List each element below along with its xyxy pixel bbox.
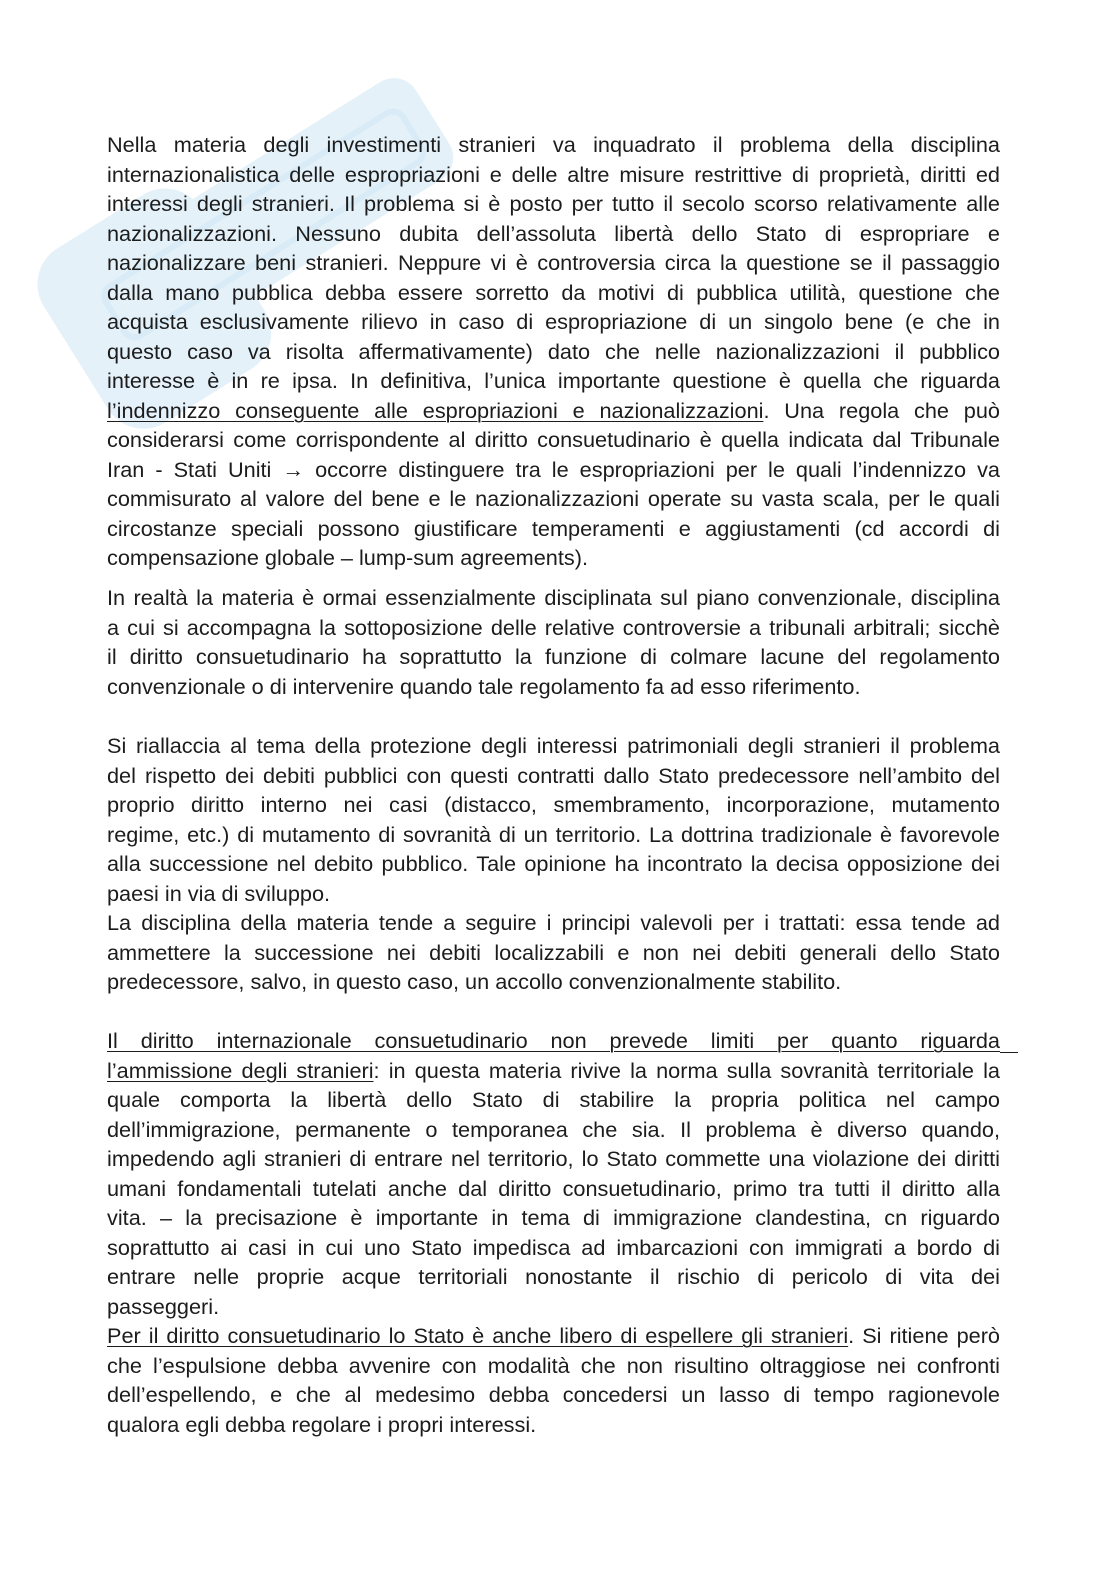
text-line: predecessore, salvo, in questo caso, un accollo convenzionalmente stabilito.: [107, 969, 842, 994]
text-line: commisurato al valore del bene e le nazionalizzazioni operate su vasta scala, per le quali: [107, 486, 1000, 511]
text-line: soprattutto ai casi in cui uno Stato impedisca ad imbarcazioni con immigrati a bordo di: [107, 1234, 1000, 1260]
text-segment: . Si ritiene però: [848, 1323, 1000, 1348]
text-line: che l’espulsione debba avvenire con modalità che non risultino oltraggiose nei confronti: [107, 1352, 1000, 1378]
text-line: vita. – la precisazione è importante in tema di immigrazione clandestina, cn riguardo: [107, 1205, 1000, 1230]
text-line: impedendo agli stranieri di entrare nel territorio, lo Stato commette una violazione dei diritti: [107, 1146, 1000, 1171]
text-line: dalla mano pubblica debba essere sorretto da motivi di pubblica utilità, questione che: [107, 279, 1000, 305]
text-line: dell’immigrazione, permanente o temporanea che sia. Il problema è diverso quando,: [107, 1116, 1000, 1142]
underlined-line: Il diritto internazionale consuetudinario non prevede limiti per quanto riguarda: [107, 1026, 1000, 1056]
text-line: interessi degli stranieri. Il problema si è posto per tutto il secolo scorso relativamente alle: [107, 191, 1000, 216]
text-line: proprio diritto interno nei casi (distacco, smembramento, incorporazione, mutamento: [107, 792, 1000, 817]
text-line: convenzionale o di intervenire quando tale regolamento fa ad esso riferimento.: [107, 673, 861, 699]
text-line: passeggeri.: [107, 1293, 220, 1319]
text-line: il diritto consuetudinario ha soprattutto la funzione di colmare lacune del regolamento: [107, 644, 1000, 669]
text-line: La disciplina della materia tende a seguire i principi valevoli per i trattati: essa tende ad: [107, 910, 1000, 935]
underlined-phrase: l’ammissione degli stranieri: [107, 1057, 374, 1083]
text-line: entrare nelle proprie acque territoriali nonostante il rischio di pericolo di vita dei: [107, 1264, 1000, 1289]
paragraph-foreign-investments: [107, 130, 1000, 573]
paragraph-debt-succession: [107, 908, 1000, 997]
text-line: Nella materia degli investimenti stranieri va inquadrato il problema della disciplina: [107, 132, 1000, 157]
paragraph-admission-of-foreigners: [107, 1026, 1000, 1321]
text-line: Si riallaccia al tema della protezione degli interessi patrimoniali degli stranieri il problema: [107, 733, 1000, 758]
text-segment: : in questa materia rivive la norma sulla sovranità territoriale la: [373, 1057, 1000, 1083]
text-line: [107, 396, 1000, 426]
text-line: internazionalistica delle espropriazioni e delle altre misure restrittive di proprietà, diritti ed: [107, 161, 1000, 187]
paragraph-public-debt: [107, 731, 1000, 908]
text-line: umani fondamentali tutelati anche dal diritto consuetudinario, primo tra tutti il diritto alla: [107, 1175, 1000, 1201]
text-line: paesi in via di sviluppo.: [107, 880, 331, 906]
text-line: questo caso va risolta affermativamente) dato che nelle nazionalizzazioni il pubblico: [107, 338, 1000, 364]
text-line: compensazione globale – lump-sum agreements).: [107, 545, 588, 570]
text-line: In realtà la materia è ormai essenzialmente disciplinata sul piano convenzionale, disciplina: [107, 585, 1000, 610]
text-line: alla successione nel debito pubblico. Tale opinione ha incontrato la decisa opposizione dei: [107, 851, 1000, 876]
text-line: [107, 1056, 1000, 1086]
text-line: a cui si accompagna la sottoposizione delle relative controversie a tribunali arbitrali; sicchè: [107, 614, 1000, 640]
text-line: interesse è in re ipsa. In definitiva, l’unica importante questione è quella che riguarda: [107, 368, 1000, 393]
text-line: [107, 1321, 1000, 1351]
underlined-phrase: Per il diritto consuetudinario lo Stato è anche libero di espellere gli stranieri: [107, 1323, 849, 1348]
text-line: Iran - Stati Uniti → occorre distinguere tra le espropriazioni per le quali l’indennizzo va: [107, 456, 1000, 482]
text-line: nazionalizzare beni stranieri. Neppure vi è controversia circa la questione se il passaggio: [107, 250, 1000, 275]
text-line: quale comporta la libertà dello Stato di stabilire la propria politica nel campo: [107, 1087, 1000, 1112]
text-line: regime, etc.) di mutamento di sovranità di un territorio. La dottrina tradizionale è favorevole: [107, 821, 1000, 847]
paragraph-conventional-regulation: [107, 583, 1000, 701]
text-line: ammettere la successione nei debiti localizzabili e non nei debiti generali dello Stato: [107, 939, 1000, 965]
underlined-phrase: l’indennizzo conseguente alle espropriazioni e nazionalizzazioni: [107, 397, 764, 423]
paragraph-expulsion-of-foreigners: [107, 1321, 1000, 1439]
text-line: considerarsi come corrispondente al diritto consuetudinario è quella indicata dal Tribunale: [107, 427, 1000, 452]
text-line: circostanze speciali possono giustificare temperamenti e aggiustamenti (cd accordi di: [107, 515, 1000, 541]
text-line: nazionalizzazioni. Nessuno dubita dell’assoluta libertà dello Stato di espropriare e: [107, 220, 1000, 246]
text-line: acquista esclusivamente rilievo in caso di espropriazione di un singolo bene (e che in: [107, 309, 1000, 334]
text-segment: . Una regola che può: [763, 397, 1000, 423]
text-line: qualora egli debba regolare i propri interessi.: [107, 1411, 537, 1437]
text-line: dell’espellendo, e che al medesimo debba concedersi un lasso di tempo ragionevole: [107, 1382, 1000, 1407]
text-line: del rispetto dei debiti pubblici con questi contratti dallo Stato predecessore nell’ambito del: [107, 762, 1000, 788]
